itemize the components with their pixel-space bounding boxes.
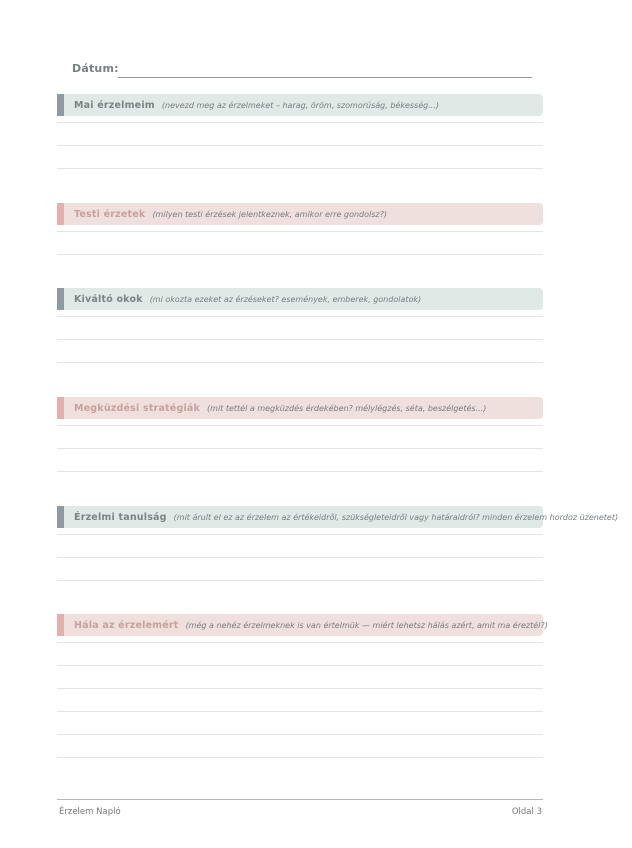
writing-line[interactable] [57,316,543,317]
section-todays-emotions [57,94,543,194]
section-title: Hála az érzelemért [74,619,179,631]
section-title: Kiváltó okok [74,293,143,305]
writing-line[interactable] [57,231,543,232]
section-header [57,94,543,116]
footer-divider [57,799,543,800]
section-hint: (mit árult el ez az érzelem az értékeidről, szükségleteidről vagy határaidról? minden érzelem hordoz üzenetet) [173,512,619,522]
date-label: Dátum: [72,62,119,75]
section-title: Testi érzetek [74,208,146,220]
footer-journal-title: Érzelem Napló [59,807,121,817]
writing-line[interactable] [57,471,543,472]
writing-line[interactable] [57,362,543,363]
section-accent-bar [57,94,64,116]
writing-line[interactable] [57,642,543,643]
writing-line[interactable] [57,339,543,340]
section-accent-bar [57,614,64,636]
writing-line[interactable] [57,122,543,123]
section-accent-bar [57,506,64,528]
section-hint: (mit tettél a megküzdés érdekében? mélylégzés, séta, beszélgetés...) [207,403,487,413]
section-coping-strategies [57,397,543,497]
section-title: Mai érzelmeim [74,99,155,111]
section-emotional-lesson [57,506,619,606]
writing-line[interactable] [57,580,543,581]
section-title: Érzelmi tanulság [74,511,167,523]
writing-line[interactable] [57,425,543,426]
writing-line[interactable] [57,734,543,735]
writing-line[interactable] [57,145,543,146]
writing-line[interactable] [57,168,543,169]
date-input-line[interactable] [118,77,532,78]
writing-line[interactable] [57,534,543,535]
writing-line[interactable] [57,557,543,558]
section-header [57,397,543,419]
date-row [72,62,532,80]
section-body-sensations [57,203,543,273]
footer-page-number: Oldal 3 [511,807,542,817]
writing-line[interactable] [57,448,543,449]
section-title: Megküzdési stratégiák [74,402,201,414]
section-accent-bar [57,288,64,310]
section-header [57,506,619,528]
writing-line[interactable] [57,688,543,689]
writing-line[interactable] [57,757,543,758]
section-accent-bar [57,397,64,419]
section-gratitude [57,614,548,774]
section-hint: (nevezd meg az érzelmeket – harag, öröm, szomorúság, békesség...) [161,100,439,110]
section-header [57,288,543,310]
section-triggers [57,288,543,388]
writing-line[interactable] [57,254,543,255]
writing-line[interactable] [57,665,543,666]
section-hint: (még a nehéz érzelmeknek is van értelmük — miért lehetsz hálás azért, amit ma éreztél?) [185,620,548,630]
section-header [57,203,543,225]
section-hint: (milyen testi érzések jelentkeznek, amikor erre gondolsz?) [152,209,387,219]
writing-line[interactable] [57,711,543,712]
section-header [57,614,548,636]
section-accent-bar [57,203,64,225]
section-hint: (mi okozta ezeket az érzéseket? események, emberek, gondolatok) [149,294,422,304]
